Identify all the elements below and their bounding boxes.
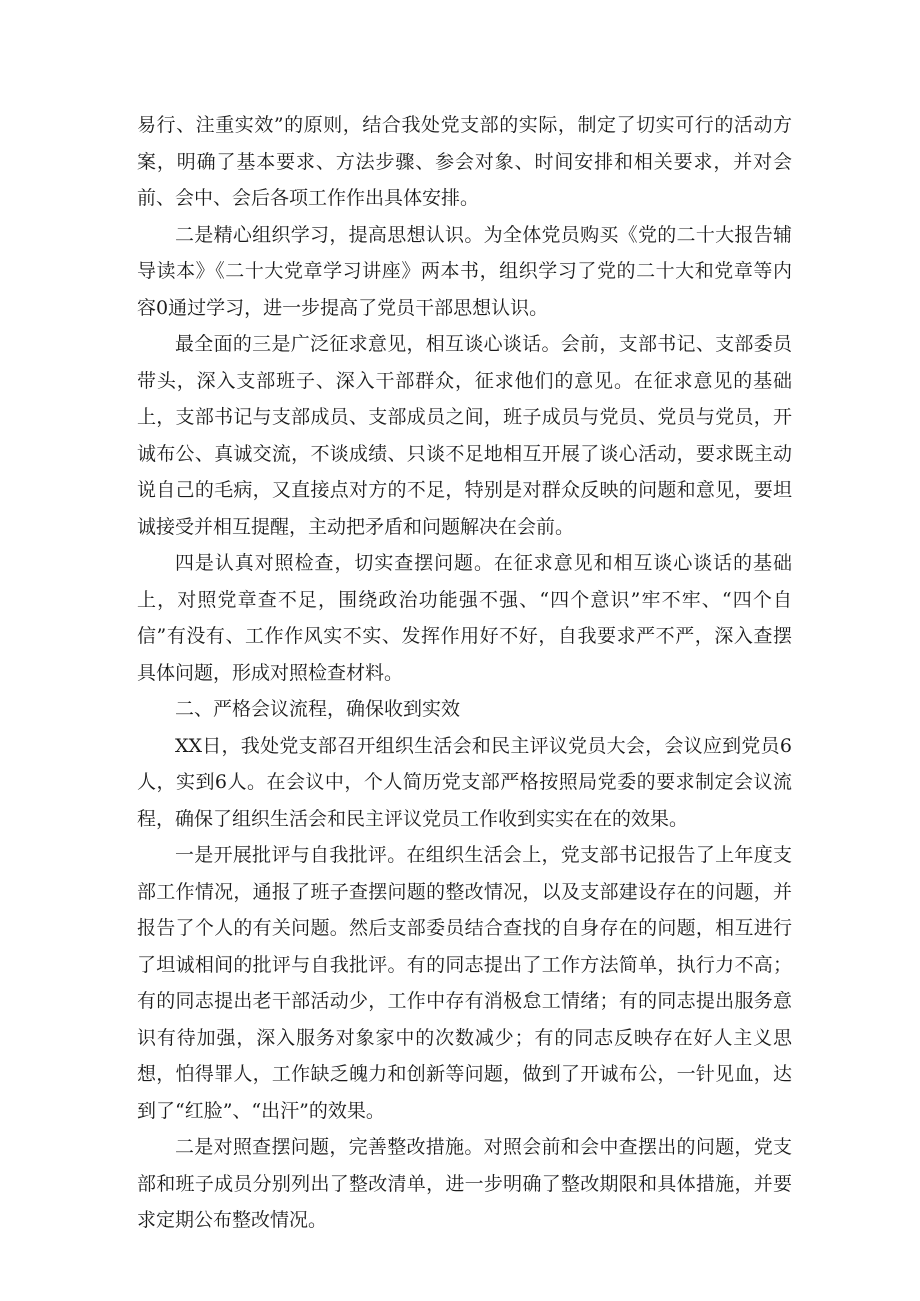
section-heading: 二、严格会议流程，确保收到实效 [175, 698, 461, 720]
paragraph-criticism: 一是开展批评与自我批评。在组织生活会上，党支部书记报告了上年度支部工作情况，通报了班子查摆问题的整改情况，以及支部建设存在的问题，并报告了个人的有关问题。然后支部委员结合查找的自身存在的问题，相互进行了坦诚相间的批评与自我批评。有的同志提出了工作方法简单，执行力不高；有的同志提出老干部活动少，工作中存有消极怠工情绪；有的同志提出服务意识有待加强，深入服务对象家中的次数减少；有的同志反映存在好人主义思想，怕得罪人，工作缺乏魄力和创新等问题，做到了开诚布公，一针见血，达到了“红脸”、“出汗”的效果。 [137, 844, 792, 1122]
paragraph-rectification: 二是对照查摆问题，完善整改措施。对照会前和会中查摆出的问题，党支部和班子成员分别列出了整改清单，进一步明确了整改期限和具体措施，并要求定期公布整改情况。 [137, 1136, 792, 1231]
paragraph-continuation: 易行、注重实效”的原则，结合我处党支部的实际，制定了切实可行的活动方案，明确了基本要求、方法步骤、参会对象、时间安排和相关要求，并对会前、会中、会后各项工作作出具体安排。 [137, 114, 792, 209]
paragraph-opinions: 最全面的三是广泛征求意见，相互谈心谈话。会前，支部书记、支部委员带头，深入支部班子、深入干部群众，征求他们的意见。在征求意见的基础上，支部书记与支部成员、支部成员之间，班子成员与党员、党员与党员，开诚布公、真诚交流，不谈成绩、只谈不足地相互开展了谈心活动，要求既主动说自己的毛病，又直接点对方的不足，特别是对群众反映的问题和意见，要坦诚接受并相互提醒，主动把矛盾和问题解决在会前。 [137, 333, 792, 538]
paragraph-inspection: 四是认真对照检查，切实查摆问题。在征求意见和相互谈心谈话的基础上，对照党章查不足，围绕政治功能强不强、“四个意识”牢不牢、“四个自信”有没有、工作作风实不实、发挥作用好不好，自我要求严不严，深入查摆具体问题，形成对照检查材料。 [137, 552, 792, 684]
paragraph-study: 二是精心组织学习，提高思想认识。为全体党员购买《党的二十大报告辅导读本》《二十大党章学习讲座》两本书，组织学习了党的二十大和党章等内容0通过学习，进一步提高了党员干部思想认识。 [137, 223, 792, 319]
document-body [137, 107, 792, 1239]
paragraph-meeting: XX日，我处党支部召开组织生活会和民主评议党员大会，会议应到党员6人，实到6人。在会议中，个人简历党支部严格按照局党委的要求制定会议流程，确保了组织生活会和民主评议党员工作收到实实在在的效果。 [137, 734, 792, 830]
